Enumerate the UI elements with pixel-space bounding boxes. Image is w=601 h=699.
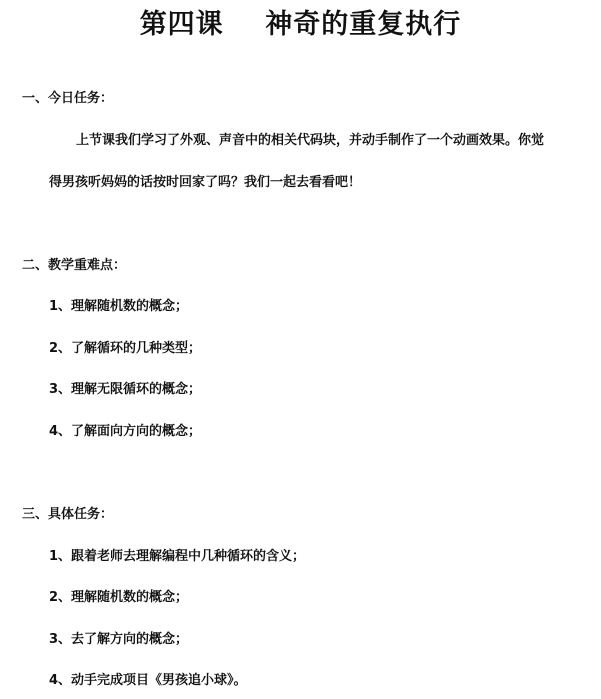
task-item: 2、理解随机数的概念；: [49, 590, 189, 605]
key-point-item: 4、了解面向方向的概念；: [49, 424, 202, 439]
section-heading-key-points: 二、教学重难点：: [22, 258, 127, 273]
intro-paragraph-line-1: 上节课我们学习了外观、声音中的相关代码块，并动手制作了一个动画效果。你觉: [76, 133, 545, 148]
section-heading-today-task: 一、今日任务：: [22, 91, 114, 106]
document-title: 第四课 神奇的重复执行: [139, 9, 462, 40]
task-item: 1、跟着老师去理解编程中几种循环的含义；: [49, 549, 306, 564]
key-point-item: 1、理解随机数的概念；: [49, 299, 189, 314]
task-item: 4、动手完成项目《男孩追小球》。: [49, 673, 247, 688]
key-point-item: 3、理解无限循环的概念；: [49, 382, 202, 397]
intro-paragraph-line-2: 得男孩听妈妈的话按时回家了吗？我们一起去看看吧！: [49, 175, 362, 190]
task-item: 3、去了解方向的概念；: [49, 632, 189, 647]
key-point-item: 2、了解循环的几种类型；: [49, 341, 202, 356]
section-heading-specific-tasks: 三、具体任务：: [22, 507, 114, 522]
